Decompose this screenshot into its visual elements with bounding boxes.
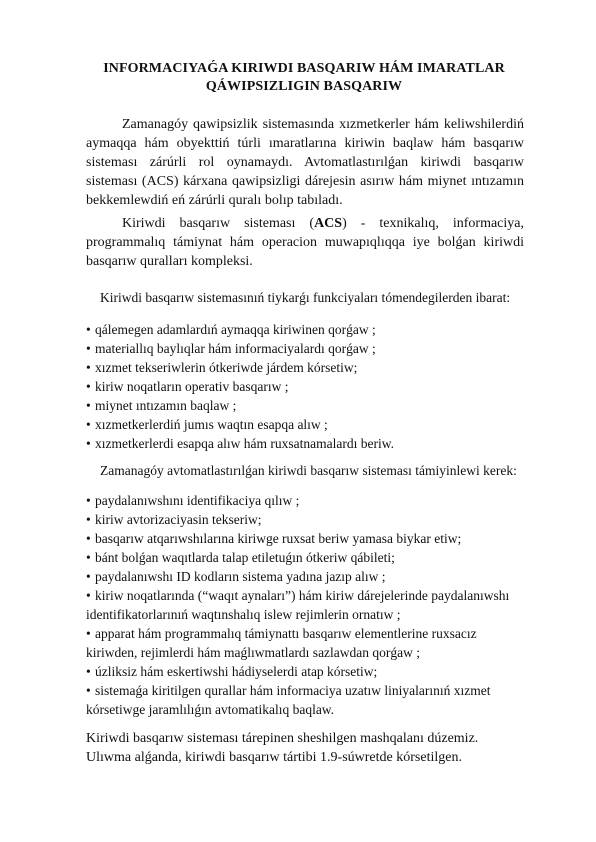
list-item-text: basqarıw atqarıwshılarına kiriwge ruxsat beriw yamasa biykar etiw; [95,531,462,546]
list-item [86,358,524,377]
paragraph-intro [86,115,524,210]
bullet-icon: • [86,664,91,679]
bullet-icon: • [86,436,91,451]
paragraph-closing-text: Kiriwdi basqarıw sisteması tárepinen sheshilgen mashqalanı dúzemiz. Ulıwma alǵanda, kiriwdi basqarıw tártibi 1.9-súwretde kórsetilgen. [86,731,479,765]
acs-abbreviation: ACS [314,216,343,231]
title-line-2: QÁWIPSIZLIGIN BASQARIW [205,79,403,94]
list-item [86,491,524,510]
paragraph-acs-definition [86,214,524,271]
list-item-text: apparat hám programmalıq támiynattı basqarıw elementlerine ruxsacız kiriwden, rejimlerdi hám maǵlıwmatlardı sazlawdan qorǵaw ; [86,626,477,660]
list-item [86,510,524,529]
bullet-icon: • [86,550,91,565]
list-item-text: kiriw noqatların operativ basqarıw ; [95,379,289,394]
list-item-text: miynet ıntızamın baqlaw ; [95,398,237,413]
bullet-icon: • [86,569,91,584]
bullet-icon: • [86,531,91,546]
list-item [86,681,524,719]
list-item [86,548,524,567]
list-item-text: xızmetkerlerdiń jumıs waqtın esapqa alıw ; [95,417,328,432]
acs-definition-after: ) - texnikalıq, informaciya, programmalıq támiynat hám operacion muwapıqlıqqa iye bolǵan kiriwdi basqarıw quralları kompleksi. [86,216,524,269]
bullet-icon: • [86,379,91,394]
list-item [86,415,524,434]
list-item [86,434,524,453]
bullet-icon: • [86,626,91,641]
list-item-text: sistemaǵa kiritilgen qurallar hám informaciya uzatıw liniyalarınıń xızmet kórsetiwge jaramlılıǵın avtomatikalıq baqlaw. [86,683,491,717]
bullet-icon: • [86,493,91,508]
list-item-text: qálemegen adamlardıń aymaqqa kiriwinen qorǵaw ; [95,322,376,337]
list-item-text: materiallıq baylıqlar hám informaciyalardı qorǵaw ; [95,341,376,356]
list-item [86,529,524,548]
requirements-intro [86,461,524,480]
list-item [86,662,524,681]
functions-intro-text: Kiriwdi basqarıw sistemasınıń tiykarǵı funkciyaları tómendegilerden ibarat: [100,290,511,305]
list-item-text: bánt bolǵan waqıtlarda talap etiletuǵın ótkeriw qábileti; [95,550,395,565]
acs-definition-before: Kiriwdi basqarıw sisteması ( [122,216,315,231]
bullet-icon: • [86,360,91,375]
bullet-icon: • [86,341,91,356]
bullet-icon: • [86,417,91,432]
list-item [86,567,524,586]
bullet-icon: • [86,588,91,603]
paragraph-closing [86,729,524,767]
list-item-text: kiriw noqatlarında (“waqıt aynaları”) hám kiriw dárejelerinde paydalanıwshı identifikatorlarınıń waqtınshalıq islew rejimlerin ornatıw ; [86,588,510,622]
functions-list [86,320,524,453]
requirements-intro-text: Zamanagóy avtomatlastırılǵan kiriwdi basqarıw sisteması támiyinlewi kerek: [100,463,517,478]
bullet-icon: • [86,512,91,527]
list-item [86,624,524,662]
list-item-text: paydalanıwshı ID kodların sistema yadına jazıp alıw ; [95,569,386,584]
list-item [86,377,524,396]
page-title [84,60,524,96]
bullet-icon: • [86,398,91,413]
list-item-text: xızmetkerlerdi esapqa alıw hám ruxsatnamalardı beriw. [95,436,395,451]
paragraph-intro-text: Zamanagóy qawipsizlik sistemasında xızmetkerler hám keliwshilerdiń aymaqqa hám obyekttiń túrli ımaratlarına kiriwin baqlaw hám basqarıw sisteması zárúrli rol oynamaydı. Avtomatlastırılǵan kiriwdi basqarıw sisteması (ACS) kárxana qawipsizligi dárejesin asırıw hám miynet ıntızamın bekkemlewdiń eń zárúrli quralı bolıp tabıladı. [86,117,524,208]
list-item [86,396,524,415]
list-item-text: úzliksiz hám eskertiwshi hádiyselerdi atap kórsetiw; [95,664,378,679]
list-item-text: xızmet tekseriwlerin ótkeriwde járdem kórsetiw; [95,360,358,375]
bullet-icon: • [86,322,91,337]
bullet-icon: • [86,683,91,698]
list-item [86,586,524,624]
requirements-list [86,491,524,719]
title-line-1: INFORMACIYAǴA KIRIWDI BASQARIW HÁM IMARATLAR [103,61,505,76]
functions-intro [86,288,524,307]
list-item [86,339,524,358]
list-item [86,320,524,339]
list-item-text: paydalanıwshını identifikaciya qılıw ; [95,493,300,508]
list-item-text: kiriw avtorizaciyasin tekseriw; [95,512,262,527]
